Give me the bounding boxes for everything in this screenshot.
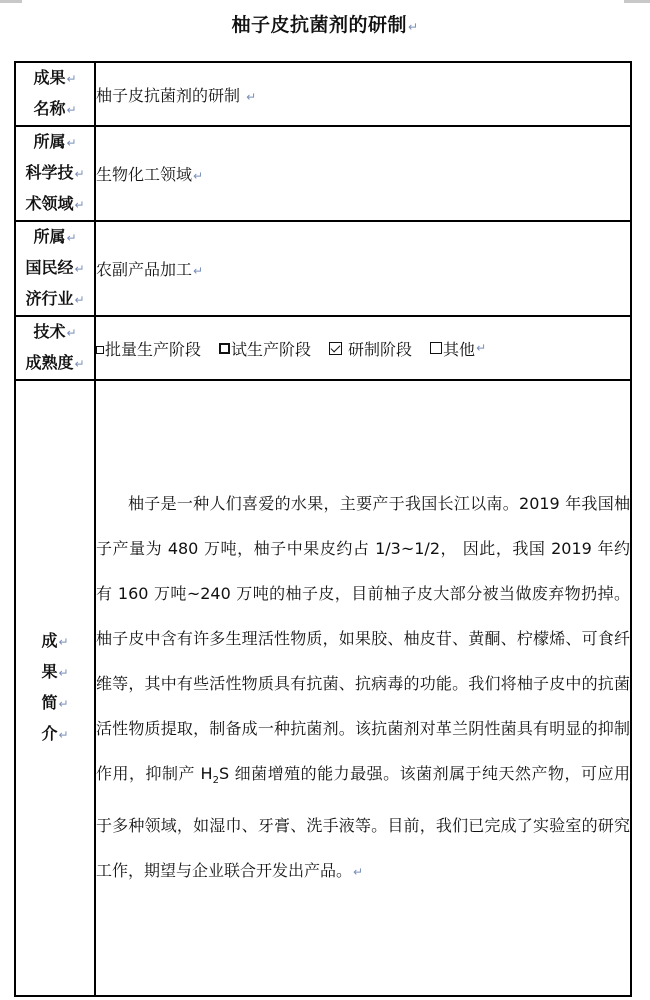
label-achievement-name (15, 62, 95, 126)
checkbox-unchecked-icon[interactable] (96, 346, 104, 354)
paragraph-mark-icon: ↵ (246, 89, 257, 104)
page-corner-mark-right (624, 0, 650, 3)
checkbox-checked-icon[interactable] (329, 342, 342, 355)
label-line: 所属↵ (33, 227, 77, 246)
subscript-two: 2 (212, 775, 219, 787)
value-technical-maturity (95, 316, 631, 380)
checkbox-unchecked-icon[interactable] (219, 343, 230, 354)
label-line: 成果↵ (33, 68, 77, 87)
label-line: 国民经↵ (25, 258, 85, 277)
label-line: 科学技↵ (25, 163, 85, 182)
paragraph-mark-icon: ↵ (353, 865, 364, 880)
label-technical-maturity (15, 316, 95, 380)
label-technical-field (15, 126, 95, 221)
label-line: 技术↵ (33, 322, 77, 341)
label-line: 简↵ (41, 693, 69, 712)
value-technical-field[interactable]: 生物化工领域↵ (95, 126, 631, 221)
achievement-form-table (14, 61, 632, 997)
label-line: 成↵ (41, 631, 69, 650)
label-line: 所属↵ (33, 132, 77, 151)
label-line: 果↵ (41, 662, 69, 681)
label-line: 介↵ (41, 724, 69, 743)
summary-paragraph: 柚子是一种人们喜爱的水果，主要产于我国长江以南。2019 年我国柚子产量为 480 万吨，柚子中果皮约占 1/3~1/2， 因此，我国 2019 年约有 160 万吨~240 万吨的柚子皮，目前柚子皮大部分被当做废弃物扔掉。柚子皮中含有许多生理活性物质，如果胶、柚皮苷、黄酮、柠檬烯、可食纤维等，其中有些活性物质具有抗菌、抗病毒的功能。我们将柚子皮中的抗菌活性物质提取，制备成一种抗菌剂。该抗菌剂对革兰阴性菌具有明显的抑制作用，抑制产 $H_2S$ 细菌增殖的能力最强。该菌剂属于纯天然产物，可应用于多种领域，如湿巾、牙膏、洗手液等。目前，我们已完成了实验室的研究工作，期望与企业联合开发出产品。↵ (96, 493, 630, 881)
document-title (0, 10, 650, 37)
document-title-text: 柚子皮抗菌剂的研制 (231, 14, 407, 36)
paragraph-mark-icon: ↵ (193, 169, 204, 183)
row-achievement-summary (15, 380, 631, 996)
option-other[interactable]: 其他 ↵ (430, 337, 486, 360)
label-line: 术领域↵ (25, 194, 85, 213)
label-achievement-summary (15, 380, 95, 996)
option-development[interactable]: 研制阶段 (329, 337, 412, 360)
value-achievement-summary[interactable] (95, 380, 631, 996)
checkbox-unchecked-icon[interactable] (430, 342, 442, 354)
row-technical-maturity (15, 316, 631, 380)
option-batch-production[interactable]: 批量生产阶段 (96, 337, 201, 360)
page-corner-mark-left (0, 0, 22, 3)
row-economic-industry (15, 221, 631, 316)
paragraph-mark-icon: ↵ (193, 264, 204, 278)
maturity-options (96, 337, 630, 360)
row-technical-field (15, 126, 631, 221)
row-achievement-name (15, 62, 631, 126)
paragraph-mark-icon: ↵ (476, 341, 487, 355)
label-line: 名称↵ (33, 99, 77, 118)
paragraph-mark-icon: ↵ (407, 20, 419, 34)
label-line: 济行业↵ (25, 289, 85, 308)
value-achievement-name[interactable]: 柚子皮抗菌剂的研制 ↵ (95, 62, 631, 126)
label-line: 成熟度↵ (25, 353, 85, 372)
option-trial-production[interactable]: 试生产阶段 (219, 337, 311, 360)
value-economic-industry[interactable]: 农副产品加工↵ (95, 221, 631, 316)
label-economic-industry (15, 221, 95, 316)
